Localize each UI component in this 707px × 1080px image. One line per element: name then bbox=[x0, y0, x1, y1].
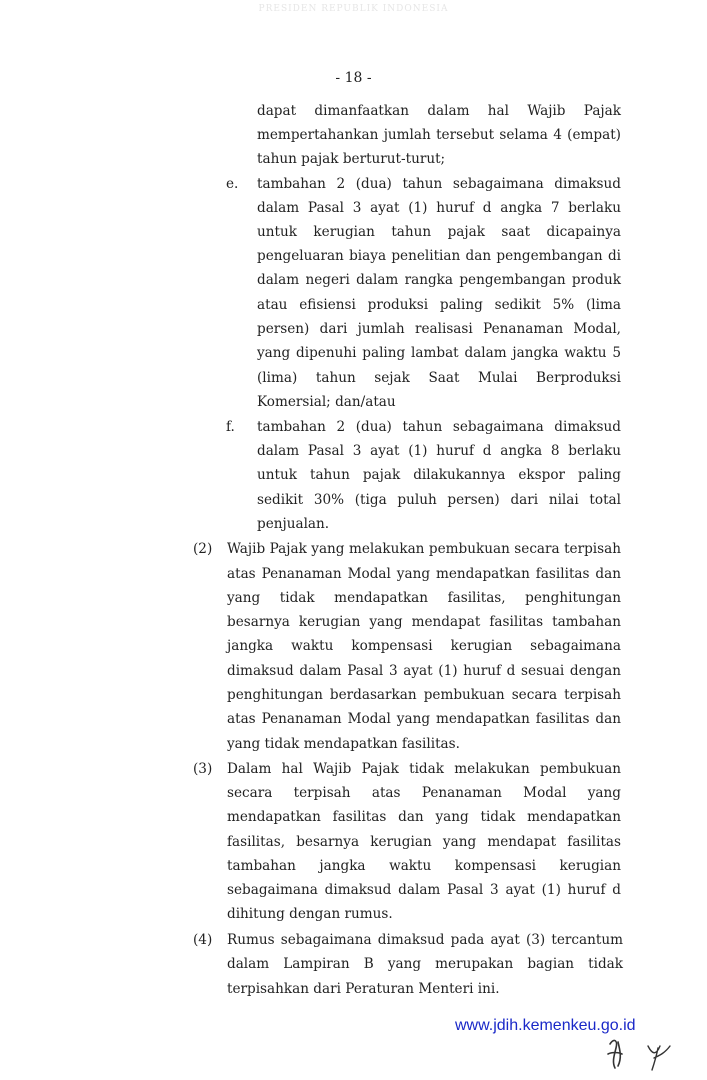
text-line: dalam Pasal 3 ayat (1) huruf d angka 7 berlaku bbox=[257, 200, 621, 216]
text-line: persen) dari jumlah realisasi Penanaman Modal, bbox=[257, 321, 621, 337]
text-line: dalam Lampiran B yang merupakan bagian tidak bbox=[227, 956, 623, 972]
text-line: mendapatkan fasilitas dan yang tidak mendapatkan bbox=[227, 809, 621, 825]
text-line: jangka waktu kompensasi kerugian sebagaimana bbox=[227, 638, 621, 654]
text-line: atas Penanaman Modal yang mendapatkan fasilitas dan bbox=[227, 711, 621, 727]
paraf-signature-icon bbox=[596, 1032, 676, 1074]
text-line: secara terpisah atas Penanaman Modal yang bbox=[227, 785, 621, 801]
text-line: dimaksud dalam Pasal 3 ayat (1) huruf d sesuai dengan bbox=[227, 663, 621, 679]
text-line: dalam negeri dalam rangka pengembangan produk bbox=[257, 272, 621, 288]
text-line: terpisahkan dari Peraturan Menteri ini. bbox=[227, 981, 500, 997]
text-line: pengeluaran biaya penelitian dan pengembangan di bbox=[257, 248, 621, 264]
text-line: tambahan 2 (dua) tahun sebagaimana dimaksud bbox=[257, 419, 621, 435]
ayat-label: (4) bbox=[193, 932, 213, 948]
text-line: penjualan. bbox=[257, 516, 330, 532]
text-line: tahun pajak berturut-turut; bbox=[257, 151, 446, 167]
item-label: f. bbox=[226, 419, 235, 435]
text-line: (lima) tahun sejak Saat Mulai Berproduksi bbox=[257, 370, 621, 386]
item-label: e. bbox=[226, 176, 239, 192]
text-line: dapat dimanfaatkan dalam hal Wajib Pajak bbox=[257, 103, 621, 119]
text-line: Dalam hal Wajib Pajak tidak melakukan pembukuan bbox=[227, 761, 621, 777]
ayat-label: (2) bbox=[193, 541, 213, 557]
text-line: yang tidak mendapatkan fasilitas. bbox=[227, 736, 460, 752]
text-line: tambahan 2 (dua) tahun sebagaimana dimaksud bbox=[257, 176, 621, 192]
text-line: mempertahankan jumlah tersebut selama 4 (empat) bbox=[257, 127, 621, 143]
text-line: penghitungan berdasarkan pembukuan secara terpisah bbox=[227, 687, 621, 703]
text-line: besarnya kerugian yang mendapat fasilitas tambahan bbox=[227, 614, 621, 630]
text-line: Wajib Pajak yang melakukan pembukuan secara terpisah bbox=[227, 541, 621, 557]
text-line: Komersial; dan/atau bbox=[257, 394, 396, 410]
text-line: Rumus sebagaimana dimaksud pada ayat (3) tercantum bbox=[227, 932, 623, 948]
ayat-label: (3) bbox=[193, 761, 213, 777]
text-line: yang tidak mendapatkan fasilitas, penghitungan bbox=[227, 590, 621, 606]
text-line: atas Penanaman Modal yang mendapatkan fasilitas dan bbox=[227, 566, 621, 582]
text-line: untuk kerugian tahun pajak saat dicapainya bbox=[257, 224, 621, 240]
text-line: sebagaimana dimaksud dalam Pasal 3 ayat (1) huruf d bbox=[227, 882, 621, 898]
text-line: fasilitas, besarnya kerugian yang mendapat fasilitas bbox=[227, 834, 621, 850]
text-line: untuk tahun pajak dilakukannya ekspor paling bbox=[257, 467, 621, 483]
text-line: dalam Pasal 3 ayat (1) huruf d angka 8 berlaku bbox=[257, 443, 621, 459]
text-line: yang dipenuhi paling lambat dalam jangka waktu 5 bbox=[257, 345, 621, 361]
faint-header-text: PRESIDEN REPUBLIK INDONESIA bbox=[258, 4, 449, 14]
text-line: tambahan jangka waktu kompensasi kerugian bbox=[227, 858, 621, 874]
page-number: - 18 - bbox=[335, 70, 372, 86]
website-link[interactable]: www.jdih.kemenkeu.go.id bbox=[455, 1017, 636, 1034]
text-line: sedikit 30% (tiga puluh persen) dari nilai total bbox=[257, 492, 621, 508]
text-line: atau efisiensi produksi paling sedikit 5% (lima bbox=[257, 297, 621, 313]
text-line: dihitung dengan rumus. bbox=[227, 906, 393, 922]
